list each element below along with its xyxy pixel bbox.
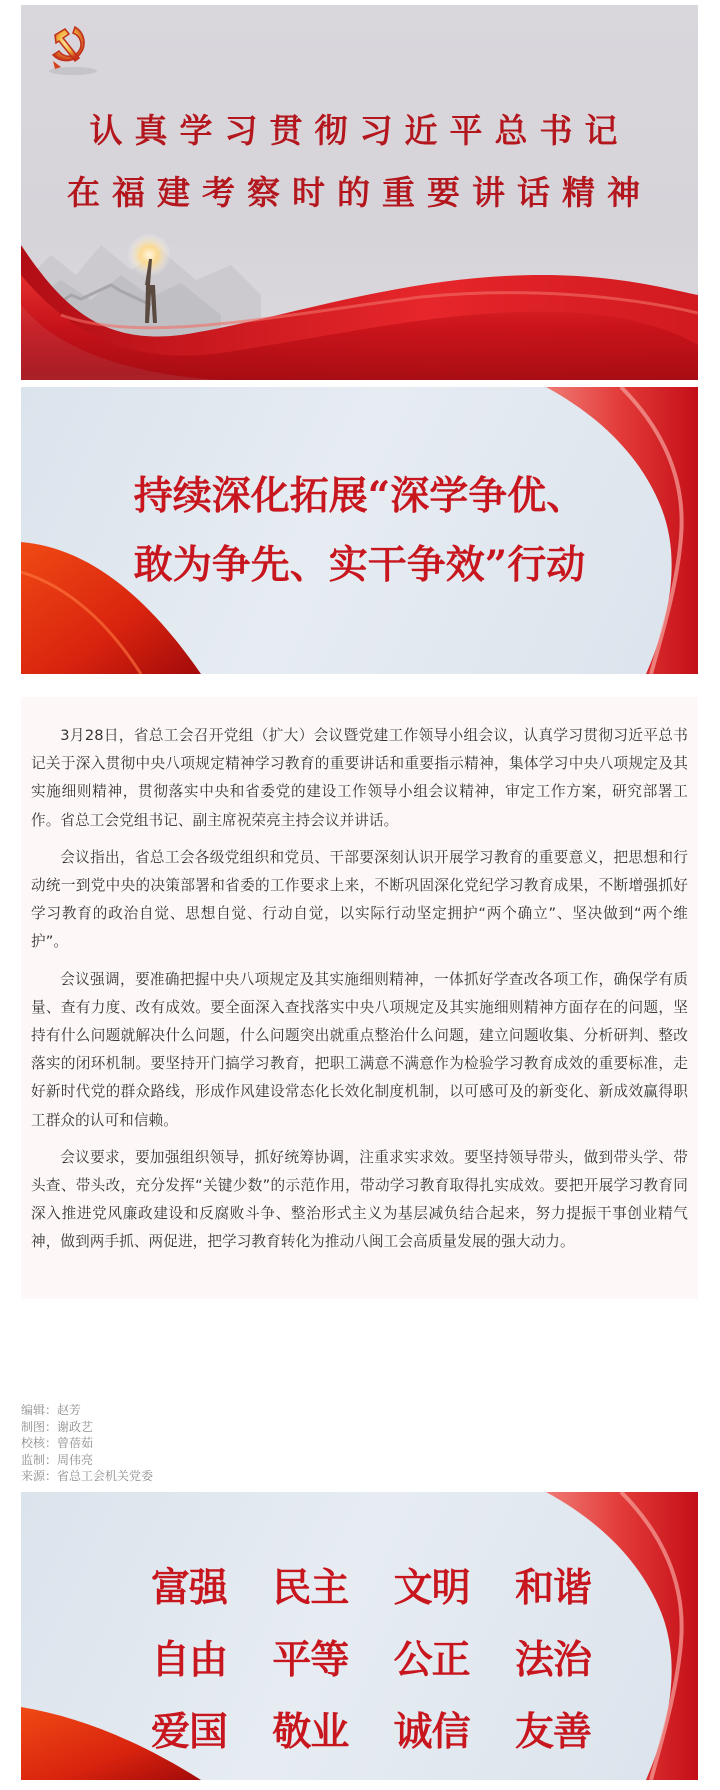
core-values-grid bbox=[151, 1549, 591, 1765]
article-paragraph: 3月28日，省总工会召开党组（扩大）会议暨党建工作领导小组会议，认真学习贯彻习近平总书记关于深入贯彻中央八项规定精神学习教育的重要讲话和重要指示精神，集体学习中央八项规定及其实施细则精神，贯彻落实中央和省委党的建设工作领导小组会议精神，审定工作方案，研究部署工作。省总工会党组书记、副主席祝荣亮主持会议并讲话。 bbox=[31, 727, 688, 829]
header-banner-image bbox=[21, 5, 698, 380]
article-body bbox=[21, 697, 698, 1299]
value-word: 爱国 bbox=[151, 1709, 228, 1755]
values-row bbox=[151, 1693, 591, 1765]
value-word: 文明 bbox=[393, 1565, 470, 1611]
value-word: 富强 bbox=[151, 1565, 228, 1611]
value-word: 法治 bbox=[514, 1637, 591, 1683]
party-emblem-icon bbox=[45, 21, 101, 77]
value-word: 友善 bbox=[514, 1709, 591, 1755]
values-row bbox=[151, 1549, 591, 1621]
credit-proofreader: 校核：曾蓓茹 bbox=[21, 1436, 94, 1451]
value-word: 民主 bbox=[272, 1565, 349, 1611]
core-values-banner-image bbox=[21, 1492, 698, 1780]
banner-title-line-1: 持续深化拓展“深学争优、 bbox=[133, 473, 586, 519]
credit-supervisor: 监制：周伟亮 bbox=[21, 1452, 94, 1467]
values-row bbox=[151, 1621, 591, 1693]
article-paragraph: 会议强调，要准确把握中央八项规定及其实施细则精神，一体抓好学查改各项工作，确保学有质量、查有力度、改有成效。要全面深入查找落实中央八项规定及其实施细则精神方面存在的问题，坚持有什么问题就解决什么问题，什么问题突出就重点整治什么问题，建立问题收集、分析研判、整改落实的闭环机制。要坚持开门搞学习教育，把职工满意不满意作为检验学习教育成效的重要标准，走好新时代党的群众路线，形成作风建设常态化长效化制度机制，以可感可及的新变化、新成效赢得职工群众的认可和信赖。 bbox=[31, 970, 688, 1129]
campaign-banner-image bbox=[21, 387, 698, 674]
article-paragraph: 会议要求，要加强组织领导，抓好统筹协调，注重求实求效。要坚持领导带头，做到带头学、带头查、带头改，充分发挥“关键少数”的示范作用，带动学习教育取得扎实成效。要把开展学习教育同深入推进党风廉政建设和反腐败斗争、整治形式主义为基层减负结合起来，努力提振干事创业精气神，做到两手抓、两促进，把学习教育转化为推动八闽工会高质量发展的强大动力。 bbox=[31, 1148, 688, 1251]
credit-graphics: 制图：谢政艺 bbox=[21, 1419, 94, 1434]
banner-title-line-1: 认真学习贯彻习近平总书记 bbox=[89, 111, 630, 150]
credits-block bbox=[21, 1402, 153, 1485]
banner-title-line-2: 敢为争先、实干争效”行动 bbox=[133, 542, 586, 588]
credit-source: 来源：省总工会机关党委 bbox=[21, 1469, 154, 1484]
banner-title-line-2: 在福建考察时的重要讲话精神 bbox=[67, 173, 652, 212]
banner-title bbox=[21, 100, 698, 224]
value-word: 平等 bbox=[272, 1637, 349, 1683]
credit-editor: 编辑：赵芳 bbox=[21, 1403, 82, 1417]
value-word: 和谐 bbox=[514, 1565, 591, 1611]
red-ribbon-decoration bbox=[21, 235, 698, 380]
value-word: 自由 bbox=[151, 1637, 228, 1683]
value-word: 敬业 bbox=[272, 1709, 349, 1755]
value-word: 诚信 bbox=[393, 1709, 470, 1755]
value-word: 公正 bbox=[393, 1637, 470, 1683]
article-paragraph: 会议指出，省总工会各级党组织和党员、干部要深刻认识开展学习教育的重要意义，把思想和行动统一到党中央的决策部署和省委的工作要求上来，不断巩固深化党纪学习教育成果，不断增强抓好学习教育的政治自觉、思想自觉、行动自觉，以实际行动坚定拥护“两个确立”、坚决做到“两个维护”。 bbox=[31, 848, 688, 951]
